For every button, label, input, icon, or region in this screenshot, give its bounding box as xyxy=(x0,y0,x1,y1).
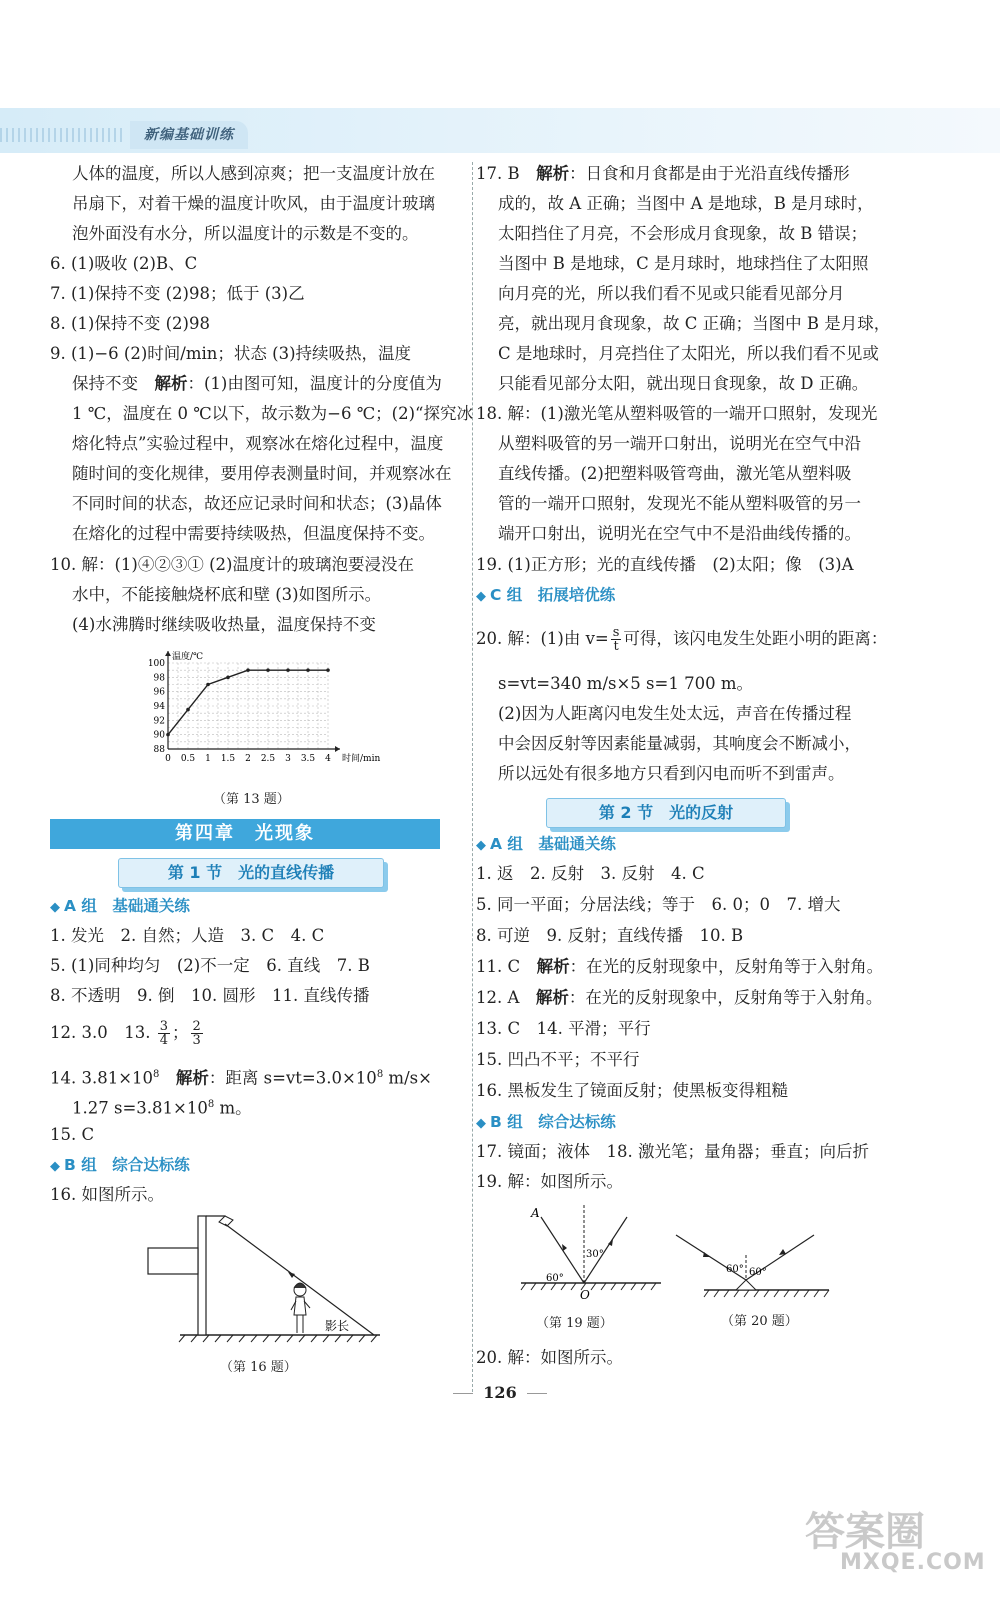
data-point xyxy=(266,668,270,672)
lamp-pole xyxy=(198,1216,206,1335)
chapter-title: 第四章 光现象 xyxy=(50,819,440,849)
answer-16: 16. 如图所示。 xyxy=(50,1185,164,1204)
answer-17-line: 成的，故 A 正确；当图中 A 是地球，B 是月球时， xyxy=(498,194,874,213)
angle-label: 60° xyxy=(726,1264,744,1275)
series-title: 新编基础训练 xyxy=(130,121,248,149)
figure-20-caption: （第 20 题） xyxy=(721,1314,798,1329)
text: 14. 3.81×10 xyxy=(50,1068,154,1088)
text: 17. B xyxy=(476,164,520,183)
data-point xyxy=(306,668,310,672)
x-axis-arrow xyxy=(335,746,340,752)
answer-20-line: (2)因为人距离闪电发生处太远，声音在传播过程 xyxy=(498,704,852,723)
text-line: 吊扇下，对着干燥的温度计吹风，由于温度计玻璃 xyxy=(72,194,435,213)
answer-line: 5. (1)同种均匀 (2)不一定 6. 直线 7. B xyxy=(50,956,370,975)
y-axis-arrow xyxy=(165,651,171,656)
y-tick-label: 88 xyxy=(153,745,165,755)
figure-20-diagram xyxy=(674,1220,834,1300)
data-point xyxy=(286,668,290,672)
answer-10-line: (4)水沸腾时继续吸收热量，温度保持不变 xyxy=(72,615,376,634)
answer-8: 8. (1)保持不变 (2)98 xyxy=(50,314,210,333)
numerator: 3 xyxy=(159,1019,168,1034)
light-ray xyxy=(225,1224,374,1335)
text: 12. 3.0 13. xyxy=(50,1023,151,1042)
text: ：(1)由图可知，温度计的分度值为 xyxy=(187,374,442,393)
figure-19-diagram xyxy=(516,1205,666,1305)
group-label: B 组 综合达标练 xyxy=(490,1113,616,1131)
answer-20-line: s=vt=340 m/s×5 s=1 700 m。 xyxy=(498,674,753,693)
answer-19: 19. (1)正方形；光的直线传播 (2)太阳；像 (3)A xyxy=(476,555,854,574)
answer-9-line xyxy=(50,372,442,396)
answer-line: 8. 可逆 9. 反射；直线传播 10. B xyxy=(476,926,744,945)
figure-13-caption: （第 13 题） xyxy=(213,792,290,807)
fraction xyxy=(158,1020,170,1047)
text: ：在光的反射现象中，反射角等于入射角。 xyxy=(568,988,883,1007)
group-label: B 组 综合达标练 xyxy=(64,1156,190,1174)
ground-hatch xyxy=(179,1335,377,1342)
header-decoration xyxy=(0,128,125,142)
analysis-label: 解析 xyxy=(175,1068,209,1088)
data-point xyxy=(186,708,190,712)
answer-18-line: 管的一端开口照射，发现光不能从塑料吸管的另一 xyxy=(498,494,861,513)
x-tick-label: 4 xyxy=(325,754,331,764)
group-label: C 组 拓展培优练 xyxy=(490,586,616,604)
diamond-icon: ◆ xyxy=(50,900,60,915)
watermark-url: MXQE.COM xyxy=(840,1550,986,1575)
answer-15: 15. C xyxy=(50,1125,95,1144)
y-axis-label: 温度/℃ xyxy=(172,652,204,662)
mirror-block xyxy=(736,1280,756,1290)
text-line: 人体的温度，所以人感到凉爽；把一支温度计放在 xyxy=(72,164,435,183)
text: 可得，该闪电发生处距小明的距离： xyxy=(623,629,888,648)
answer-17-line: 太阳挡住了月亮，不会形成月食现象，故 B 错误； xyxy=(498,224,868,243)
answer-18-line: 直线传播。(2)把塑料吸管弯曲，激光笔从塑料吸 xyxy=(498,464,852,483)
answer-17-line: 只能看见部分太阳，就出现日食现象，故 D 正确。 xyxy=(498,374,869,393)
y-tick-label: 92 xyxy=(153,716,165,727)
x-tick-label: 0 xyxy=(165,754,171,764)
answer-20-heading: 20. 解：如图所示。 xyxy=(476,1348,623,1367)
analysis-label: 解析 xyxy=(154,374,188,393)
answer-9-line: 熔化特点”实验过程中，观察冰在熔化过程中，温度 xyxy=(72,434,444,453)
data-point xyxy=(326,668,330,672)
text-line: 泡外面没有水分，所以温度计的示数是不变的。 xyxy=(72,224,419,243)
answer-line: 15. 凹凸不平；不平行 xyxy=(476,1050,640,1069)
text: 20. 解：(1)由 v= xyxy=(476,629,609,648)
answer-11 xyxy=(476,955,883,979)
point-o-label: O xyxy=(580,1288,590,1302)
answer-9-line: 在熔化的过程中需要持续吸热，但温度保持不变。 xyxy=(72,524,435,543)
numerator: s xyxy=(612,625,620,640)
analysis-label: 解析 xyxy=(536,957,570,976)
text: ：日食和月食都是由于光沿直线传播形 xyxy=(569,164,850,183)
x-tick-label: 2.5 xyxy=(260,754,276,764)
answer-20-line: 所以远处有很多地方只看到闪电而听不到雷声。 xyxy=(498,764,845,783)
answer-17-line: C 是地球时，月亮挡住了太阳光，所以我们看不见或 xyxy=(498,344,879,363)
building-block xyxy=(148,1248,198,1274)
x-tick-label: 1.5 xyxy=(220,754,236,764)
page-number: 126 xyxy=(0,1383,1000,1402)
answer-line: 1. 发光 2. 自然；人造 3. C 4. C xyxy=(50,926,325,945)
section-1-title: 第 1 节 光的直线传播 xyxy=(118,858,384,888)
x-tick-label: 3.5 xyxy=(300,754,316,764)
data-point xyxy=(166,733,170,737)
text: ：距离 s=vt=3.0×10 xyxy=(208,1068,377,1088)
answer-17-line: 向月亮的光，所以我们看不见或只能看见部分月 xyxy=(498,284,845,303)
answer-9-line: 随时间的变化规律，要用停表测量时间，并观察冰在 xyxy=(72,464,452,483)
answer-19-heading: 19. 解：如图所示。 xyxy=(476,1172,623,1191)
figure-13-chart xyxy=(140,647,381,772)
x-tick-label: 1 xyxy=(205,754,211,764)
x-tick-label: 0.5 xyxy=(180,754,196,764)
y-tick-label: 94 xyxy=(153,702,165,712)
answer-17-line: 当图中 B 是地球，C 是月球时，地球挡住了太阳照 xyxy=(498,254,869,273)
superscript: 8 xyxy=(153,1069,160,1080)
arrow-icon xyxy=(779,1249,786,1255)
angle-label: 60° xyxy=(546,1273,564,1284)
answer-18-line: 端开口射出，说明光在空气中不是沿曲线传播的。 xyxy=(498,524,861,543)
superscript: 8 xyxy=(207,1099,215,1110)
data-point xyxy=(226,676,230,680)
answer-line: 5. 同一平面；分居法线；等于 6. 0；0 7. 增大 xyxy=(476,895,841,914)
diamond-icon: ◆ xyxy=(476,589,486,604)
y-tick-label: 98 xyxy=(153,673,165,684)
answer-20-line: 中会因反射等因素能量减弱，其响度会不断减小， xyxy=(498,734,861,753)
text: 保持不变 xyxy=(72,374,138,393)
figure-16-caption: （第 16 题） xyxy=(220,1360,297,1375)
angle-label: 60° xyxy=(749,1267,767,1278)
x-tick-label: 2 xyxy=(245,754,251,764)
mirror-hatch xyxy=(704,1290,829,1297)
answer-14 xyxy=(50,1063,432,1091)
answer-17 xyxy=(476,162,850,186)
diamond-icon: ◆ xyxy=(476,1116,486,1131)
answer-18-line: 从塑料吸管的另一端开口射出，说明光在空气中沿 xyxy=(498,434,861,453)
data-point xyxy=(246,668,250,672)
group-label: A 组 基础通关练 xyxy=(490,835,616,853)
data-point xyxy=(206,683,210,687)
figure-19-caption: （第 19 题） xyxy=(536,1316,613,1331)
answer-18: 18. 解：(1)激光笔从塑料吸管的一端开口照射，发现光 xyxy=(476,404,878,423)
group-a-heading xyxy=(50,894,190,920)
x-tick-label: 3 xyxy=(285,754,291,764)
y-tick-label: 90 xyxy=(153,730,165,741)
point-a-label: A xyxy=(531,1206,540,1220)
text: 11. C xyxy=(476,957,521,976)
diamond-icon: ◆ xyxy=(476,838,486,853)
superscript: 8 xyxy=(376,1069,384,1080)
y-tick-label: 100 xyxy=(147,659,165,669)
answer-line: 8. 不透明 9. 倒 10. 圆形 11. 直线传播 xyxy=(50,986,370,1005)
analysis-label: 解析 xyxy=(535,988,569,1007)
group-label: A 组 基础通关练 xyxy=(64,897,190,915)
answer-9-line: 1 ℃，温度在 0 ℃以下，故示数为−6 ℃；(2)“探究冰 xyxy=(72,404,473,423)
shadow-label: 影长 xyxy=(325,1319,350,1333)
text: m/s× xyxy=(383,1068,432,1088)
column-divider xyxy=(472,162,473,1392)
angle-label: 30° xyxy=(586,1249,604,1260)
y-tick-label: 96 xyxy=(153,687,165,698)
answer-line: 17. 镜面；液体 18. 激光笔；量角器；垂直；向后折 xyxy=(476,1142,869,1161)
text: 12. A xyxy=(476,988,520,1007)
denominator: 3 xyxy=(192,1033,201,1048)
figure-16-diagram xyxy=(145,1208,385,1348)
fraction xyxy=(191,1020,203,1047)
denominator: 4 xyxy=(159,1033,168,1048)
text: ：在光的反射现象中，反射角等于入射角。 xyxy=(569,957,884,976)
denominator: t xyxy=(613,639,619,654)
analysis-label: 解析 xyxy=(536,164,570,183)
answer-line: 16. 黑板发生了镜面反射；使黑板变得粗糙 xyxy=(476,1081,788,1100)
fraction xyxy=(611,626,622,653)
group-a-heading xyxy=(476,832,616,858)
text: m。 xyxy=(214,1098,252,1118)
answer-14-line xyxy=(50,1093,252,1121)
x-axis-label: 时间/min xyxy=(342,754,381,764)
group-c-heading xyxy=(476,583,615,609)
answer-20 xyxy=(476,626,887,653)
diamond-icon: ◆ xyxy=(50,1159,60,1174)
watermark-logo: 答案圈 xyxy=(805,1509,925,1555)
answer-10-line: 水中，不能接触烧杯底和壁 (3)如图所示。 xyxy=(72,585,382,604)
section-2-title: 第 2 节 光的反射 xyxy=(546,798,786,828)
group-b-heading xyxy=(476,1110,616,1136)
answer-6: 6. (1)吸收 (2)B、C xyxy=(50,254,198,273)
group-b-heading xyxy=(50,1153,190,1179)
answer-9-line: 不同时间的状态，故还应记录时间和状态；(3)晶体 xyxy=(72,494,442,513)
answer-9: 9. (1)−6 (2)时间/min；状态 (3)持续吸热，温度 xyxy=(50,344,412,363)
answer-10: 10. 解：(1)④②③① (2)温度计的玻璃泡要浸没在 xyxy=(50,555,414,574)
arrow-icon xyxy=(703,1252,710,1257)
answer-12-13: 12. 3.0 13. $\frac{3}{4}$ ； $\frac{2}{3}$ xyxy=(50,1019,201,1048)
answer-line: 13. C 14. 平滑；平行 xyxy=(476,1019,651,1038)
answer-12 xyxy=(476,986,882,1010)
answer-17-line: 亮，就出现月食现象，故 C 正确；当图中 B 是月球， xyxy=(498,314,891,333)
answer-7: 7. (1)保持不变 (2)98；低于 (3)乙 xyxy=(50,284,305,303)
text: 1.27 s=3.81×10 xyxy=(72,1098,208,1118)
numerator: 2 xyxy=(192,1019,201,1034)
answer-line: 1. 返 2. 反射 3. 反射 4. C xyxy=(476,864,705,883)
girl-figure xyxy=(291,1283,310,1333)
